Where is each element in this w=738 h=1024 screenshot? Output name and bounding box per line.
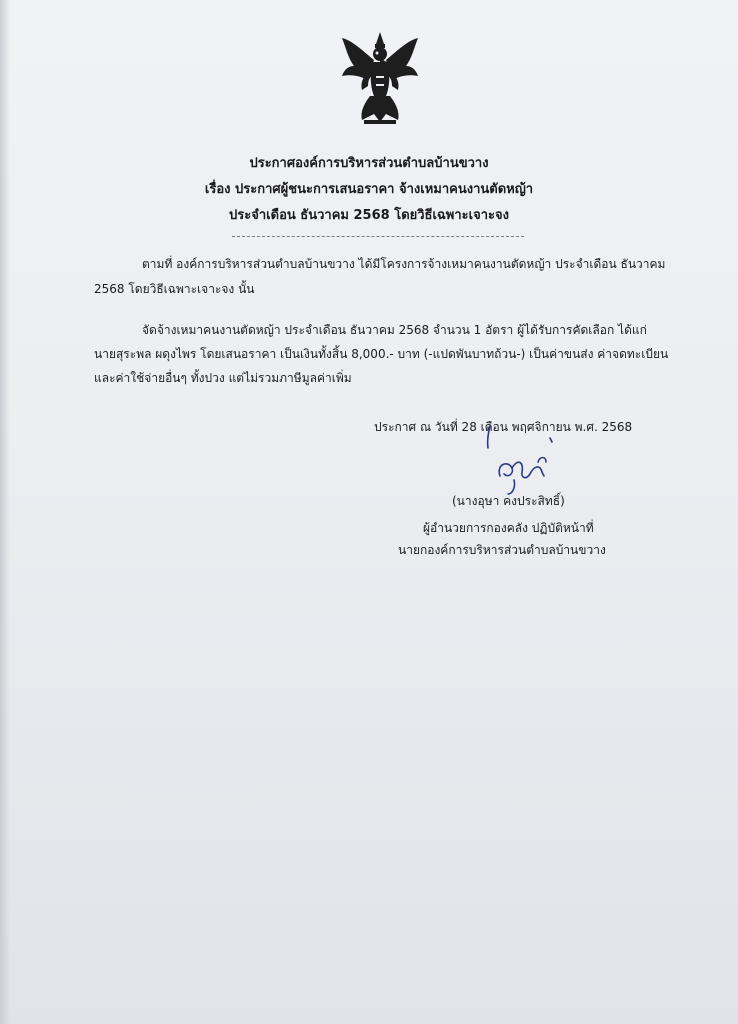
header-divider bbox=[232, 236, 524, 237]
paragraph-2-line-1: จัดจ้างเหมาคนงานตัดหญ้า ประจำเดือน ธันวาคม 2568 จำนวน 1 อัตรา ผู้ได้รับการคัดเลือก ได้แก่ bbox=[142, 323, 647, 337]
signatory-organization: นายกองค์การบริหารส่วนตำบลบ้านขวาง bbox=[398, 543, 606, 557]
signatory-name: (นางอุษา คงประสิทธิ์) bbox=[452, 494, 565, 508]
paragraph-1-line-1: ตามที่ องค์การบริหารส่วนตำบลบ้านขวาง ได้มีโครงการจ้างเหมาคนงานตัดหญ้า ประจำเดือน ธันวาคม bbox=[142, 257, 666, 271]
paragraph-2-line-2: นายสุระพล ผดุงไพร โดยเสนอราคา เป็นเงินทั้งสิ้น 8,000.- บาท (-แปดพันบาทถ้วน-) เป็นค่าขนส่ง ค่าจดทะเบียน bbox=[94, 347, 669, 361]
paragraph-1-line-2: 2568 โดยวิธีเฉพาะเจาะจง นั้น bbox=[94, 282, 255, 296]
announcement-subject: เรื่อง ประกาศผู้ชนะการเสนอราคา จ้างเหมาคนงานตัดหญ้า bbox=[204, 182, 534, 197]
announcement-period: ประจำเดือน ธันวาคม 2568 โดยวิธีเฉพาะเจาะจง bbox=[229, 208, 509, 223]
handwritten-signature bbox=[478, 424, 568, 496]
garuda-emblem bbox=[334, 30, 426, 126]
announcement-date: ประกาศ ณ วันที่ 28 เดือน พฤศจิกายน พ.ศ. 2568 bbox=[374, 420, 633, 434]
paragraph-2-line-3: และค่าใช้จ่ายอื่นๆ ทั้งปวง แต่ไม่รวมภาษีมูลค่าเพิ่ม bbox=[94, 371, 352, 385]
signatory-position: ผู้อำนวยการกองคลัง ปฏิบัติหน้าที่ bbox=[423, 521, 594, 535]
announcement-title: ประกาศองค์การบริหารส่วนตำบลบ้านขวาง bbox=[249, 156, 489, 171]
